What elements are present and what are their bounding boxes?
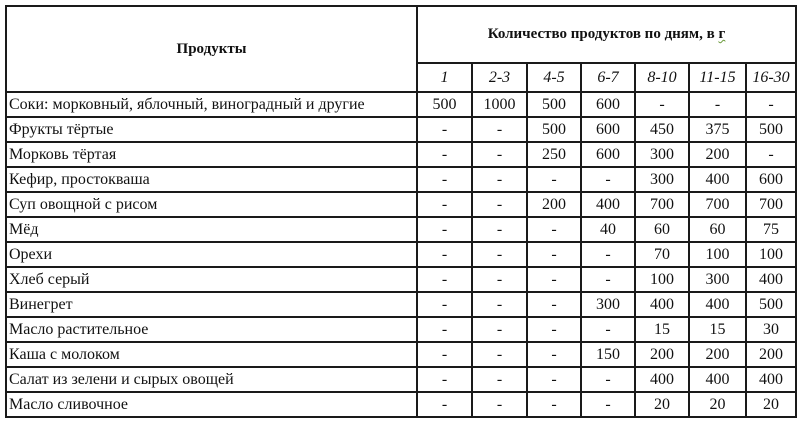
quantity-cell: - (581, 392, 635, 417)
table-row (6, 267, 796, 292)
day-header: 4-5 (527, 63, 581, 92)
day-header: 2-3 (472, 63, 527, 92)
product-name: Морковь тёртая (6, 142, 417, 167)
product-name: Мёд (6, 217, 417, 242)
quantity-cell: 400 (635, 367, 689, 392)
quantity-cell: - (472, 142, 527, 167)
quantity-cell: 400 (581, 192, 635, 217)
day-header: 16-30 (746, 63, 796, 92)
product-name: Кефир, простокваша (6, 167, 417, 192)
quantity-cell: 500 (417, 92, 472, 117)
quantity-cell: - (527, 292, 581, 317)
quantity-cell: 70 (635, 242, 689, 267)
day-header: 1 (417, 63, 472, 92)
quantity-cell: 100 (635, 267, 689, 292)
quantity-cell: - (527, 367, 581, 392)
quantity-cell: 75 (746, 217, 796, 242)
quantity-cell: 500 (527, 92, 581, 117)
quantity-cell: - (417, 317, 472, 342)
quantity-cell: 400 (689, 167, 746, 192)
quantity-cell: 600 (746, 167, 796, 192)
day-header: 8-10 (635, 63, 689, 92)
quantity-cell: 200 (689, 342, 746, 367)
quantity-cell: - (472, 117, 527, 142)
quantity-cell: - (581, 242, 635, 267)
quantity-cell: - (472, 367, 527, 392)
quantity-cell: - (417, 267, 472, 292)
quantity-cell: 200 (527, 192, 581, 217)
product-name: Фрукты тёртые (6, 117, 417, 142)
quantity-cell: - (417, 242, 472, 267)
quantity-cell: 100 (746, 242, 796, 267)
quantity-cell: 300 (689, 267, 746, 292)
quantity-cell: 700 (635, 192, 689, 217)
quantity-cell: - (581, 367, 635, 392)
quantity-cell: 20 (689, 392, 746, 417)
quantity-cell: 450 (635, 117, 689, 142)
quantity-cell: 600 (581, 92, 635, 117)
product-name: Соки: морковный, яблочный, виноградный и другие (6, 92, 417, 117)
quantity-cell: 700 (689, 192, 746, 217)
quantity-cell: 60 (635, 217, 689, 242)
table-body (6, 92, 796, 417)
quantity-cell: 20 (635, 392, 689, 417)
quantity-header-text: Количество продуктов по дням, в (487, 26, 719, 42)
quantity-cell: - (472, 392, 527, 417)
quantity-cell: - (472, 192, 527, 217)
quantity-cell: 1000 (472, 92, 527, 117)
quantity-cell: - (417, 117, 472, 142)
day-header: 11-15 (689, 63, 746, 92)
quantity-cell: - (472, 242, 527, 267)
quantity-cell: 300 (635, 142, 689, 167)
table-row (6, 142, 796, 167)
quantity-unit: г (718, 26, 726, 42)
quantity-cell: - (527, 392, 581, 417)
table-row (6, 367, 796, 392)
table-row (6, 292, 796, 317)
product-name: Суп овощной с рисом (6, 192, 417, 217)
quantity-cell: - (527, 267, 581, 292)
quantity-cell: 200 (635, 342, 689, 367)
quantity-cell: 700 (746, 192, 796, 217)
quantity-cell: - (417, 142, 472, 167)
product-name: Хлеб серый (6, 267, 417, 292)
quantity-cell: - (417, 392, 472, 417)
table-row (6, 92, 796, 117)
quantity-cell: - (689, 92, 746, 117)
table-row (6, 167, 796, 192)
table-row (6, 217, 796, 242)
quantity-cell: - (472, 167, 527, 192)
quantity-cell: 30 (746, 317, 796, 342)
quantity-cell: 500 (746, 117, 796, 142)
quantity-cell: - (527, 242, 581, 267)
quantity-cell: 60 (689, 217, 746, 242)
quantity-cell: 200 (689, 142, 746, 167)
quantity-cell: - (417, 167, 472, 192)
quantity-cell: 200 (746, 342, 796, 367)
quantity-cell: 500 (746, 292, 796, 317)
quantity-cell: - (417, 367, 472, 392)
quantity-cell: - (527, 167, 581, 192)
product-name: Орехи (6, 242, 417, 267)
quantity-cell: - (746, 142, 796, 167)
product-name: Масло сливочное (6, 392, 417, 417)
quantity-cell: 300 (635, 167, 689, 192)
quantity-cell: 375 (689, 117, 746, 142)
table-row (6, 392, 796, 417)
quantity-cell: - (417, 342, 472, 367)
quantity-cell: - (527, 317, 581, 342)
table-row (6, 117, 796, 142)
quantity-cell: 15 (689, 317, 746, 342)
quantity-cell: 400 (689, 292, 746, 317)
quantity-cell: - (417, 192, 472, 217)
quantity-cell: - (417, 217, 472, 242)
quantity-cell: 400 (746, 367, 796, 392)
quantity-cell: 400 (689, 367, 746, 392)
quantity-cell: - (472, 317, 527, 342)
product-name: Масло растительное (6, 317, 417, 342)
quantity-cell: 400 (635, 292, 689, 317)
quantity-cell: - (581, 267, 635, 292)
quantity-cell: - (746, 92, 796, 117)
quantity-cell: - (417, 292, 472, 317)
quantity-cell: 600 (581, 142, 635, 167)
quantity-cell: - (527, 217, 581, 242)
quantity-cell: 400 (746, 267, 796, 292)
quantity-cell: 40 (581, 217, 635, 242)
quantity-cell: - (581, 167, 635, 192)
quantity-cell: - (472, 342, 527, 367)
quantity-cell: 300 (581, 292, 635, 317)
quantity-cell: - (472, 292, 527, 317)
quantity-cell: 100 (689, 242, 746, 267)
product-name: Винегрет (6, 292, 417, 317)
quantity-cell: - (527, 342, 581, 367)
quantity-cell: 20 (746, 392, 796, 417)
products-header: Продукты (6, 6, 417, 92)
diet-table (5, 5, 797, 418)
table-row (6, 317, 796, 342)
table-row (6, 342, 796, 367)
quantity-cell: - (635, 92, 689, 117)
quantity-cell: - (581, 317, 635, 342)
quantity-cell: - (472, 267, 527, 292)
product-name: Салат из зелени и сырых овощей (6, 367, 417, 392)
table-row (6, 192, 796, 217)
quantity-cell: 500 (527, 117, 581, 142)
quantity-cell: - (472, 217, 527, 242)
quantity-cell: 150 (581, 342, 635, 367)
day-header: 6-7 (581, 63, 635, 92)
table-row (6, 242, 796, 267)
quantity-cell: 250 (527, 142, 581, 167)
product-name: Каша с молоком (6, 342, 417, 367)
quantity-cell: 15 (635, 317, 689, 342)
quantity-header (417, 6, 796, 63)
quantity-cell: 600 (581, 117, 635, 142)
